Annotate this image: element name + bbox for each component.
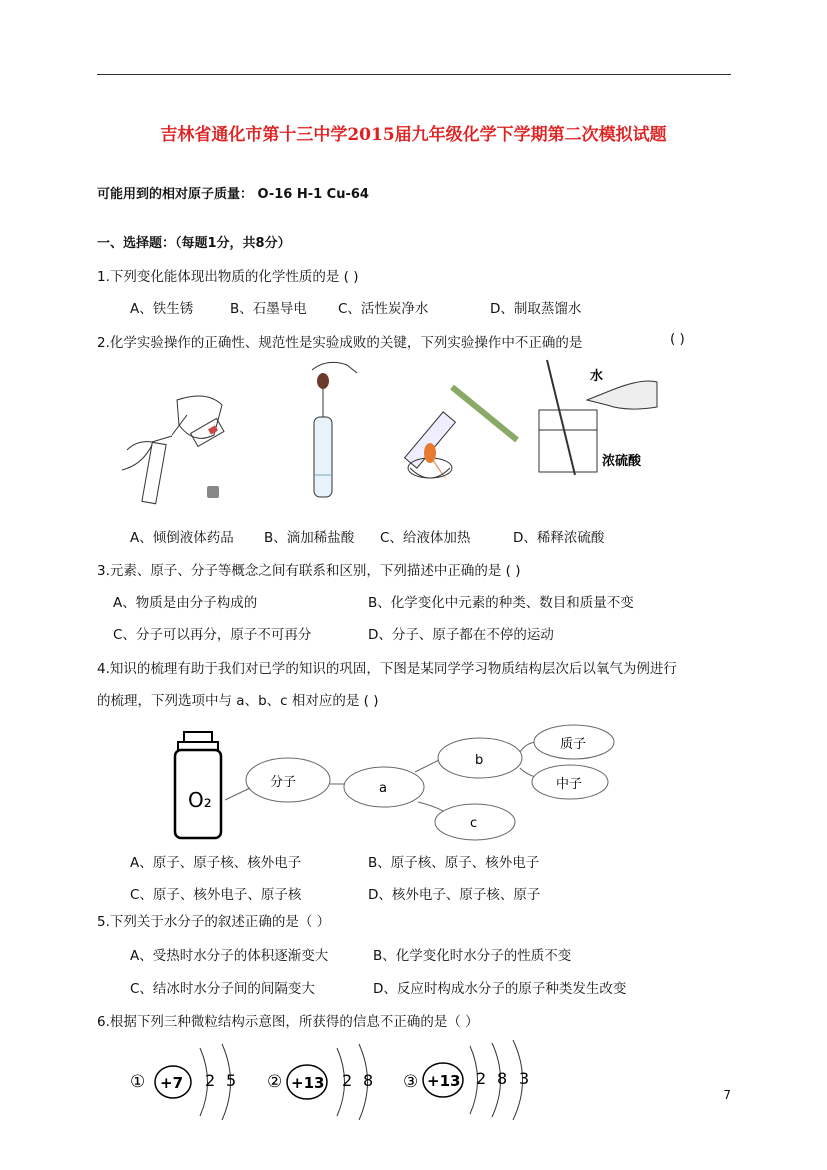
svg-text:a: a [379,781,387,796]
question-3-stem: 3.元素、原子、分子等概念之间有联系和区别，下列描述中正确的是 ( ) [97,563,521,579]
q3-option-b: B、化学变化中元素的种类、数目和质量不变 [368,595,634,611]
header-rule [97,74,731,75]
q5-option-c: C、结冰时水分子间的间隔变大 [130,981,315,997]
page-title: 吉林省通化市第十三中学2015届九年级化学下学期第二次模拟试题 [160,125,667,145]
svg-text:+13: +13 [427,1072,461,1090]
particle-2 [267,1044,373,1120]
svg-text:浓硫酸: 浓硫酸 [602,454,642,469]
question-2-paren: ( ) [670,331,685,347]
q5-option-a: A、受热时水分子的体积逐渐变大 [130,948,329,964]
q6-atomic-structures [125,1040,545,1120]
svg-text:+7: +7 [160,1074,184,1092]
q1-option-a: A、铁生锈 [130,301,194,317]
svg-text:8: 8 [497,1069,508,1088]
atomic-mass-line: 可能用到的相对原子质量： O-16 H-1 Cu-64 [97,187,369,202]
q4-option-c: C、原子、核外电子、原子核 [130,887,302,903]
svg-text:O₂: O₂ [188,788,212,812]
q2-lab-figures [97,355,737,515]
svg-text:②: ② [267,1072,283,1092]
svg-text:8: 8 [363,1071,374,1090]
pouring-liquid-figure [122,396,224,504]
oxygen-bottle [175,732,221,838]
svg-text:+13: +13 [291,1074,325,1092]
svg-text:b: b [475,753,484,768]
question-1-stem: 1.下列变化能体现出物质的化学性质的是 ( ) [97,269,359,285]
question-4-stem-1: 4.知识的梳理有助于我们对已学的知识的巩固，下图是某同学学习物质结构层次后以氧气为例进行 [97,661,677,677]
question-4-stem-2: 的梳理，下列选项中与 a、b、c 相对应的是 ( ) [97,693,379,709]
svg-text:2: 2 [476,1069,487,1088]
svg-text:5: 5 [226,1071,237,1090]
question-6-stem: 6.根据下列三种微粒结构示意图，所获得的信息不正确的是（ ） [97,1014,479,1030]
svg-text:分子: 分子 [270,775,297,790]
particle-3 [403,1040,529,1120]
q5-option-b: B、化学变化时水分子的性质不变 [373,948,572,964]
svg-text:水: 水 [590,369,604,384]
q3-option-d: D、分子、原子都在不停的运动 [368,627,554,643]
q2-option-b: B、滴加稀盐酸 [264,530,355,546]
page-number: 7 [723,1088,731,1102]
svg-text:③: ③ [403,1072,419,1092]
q2-option-c: C、给液体加热 [380,530,471,546]
svg-text:2: 2 [205,1071,216,1090]
svg-text:3: 3 [519,1069,530,1088]
question-5-stem: 5.下列关于水分子的叙述正确的是（ ） [97,914,331,930]
q3-option-c: C、分子可以再分，原子不可再分 [113,627,312,643]
diluting-acid-figure [539,360,657,475]
svg-text:①: ① [130,1072,146,1092]
q2-option-a: A、倾倒液体药品 [130,530,234,546]
q4-option-d: D、核外电子、原子核、原子 [368,887,541,903]
q3-option-a: A、物质是由分子构成的 [113,595,258,611]
svg-text:c: c [470,816,478,831]
q4-structure-diagram [170,722,620,847]
q4-option-a: A、原子、原子核、核外电子 [130,855,302,871]
svg-text:2: 2 [342,1071,353,1090]
question-2-stem: 2.化学实验操作的正确性、规范性是实验成败的关键，下列实验操作中不正确的是 [97,335,583,351]
dropper-figure [312,362,357,497]
q4-option-b: B、原子核、原子、核外电子 [368,855,540,871]
svg-text:中子: 中子 [556,777,583,792]
q1-option-b: B、石墨导电 [230,301,307,317]
heating-liquid-figure [405,387,517,480]
q5-option-d: D、反应时构成水分子的原子种类发生改变 [373,981,627,997]
q1-option-c: C、活性炭净水 [338,301,429,317]
svg-text:质子: 质子 [560,737,587,752]
section-heading: 一、选择题：（每题1分，共8分） [97,236,291,251]
q2-option-d: D、稀释浓硫酸 [513,530,605,546]
particle-1 [130,1044,236,1120]
q1-option-d: D、制取蒸馏水 [490,301,582,317]
